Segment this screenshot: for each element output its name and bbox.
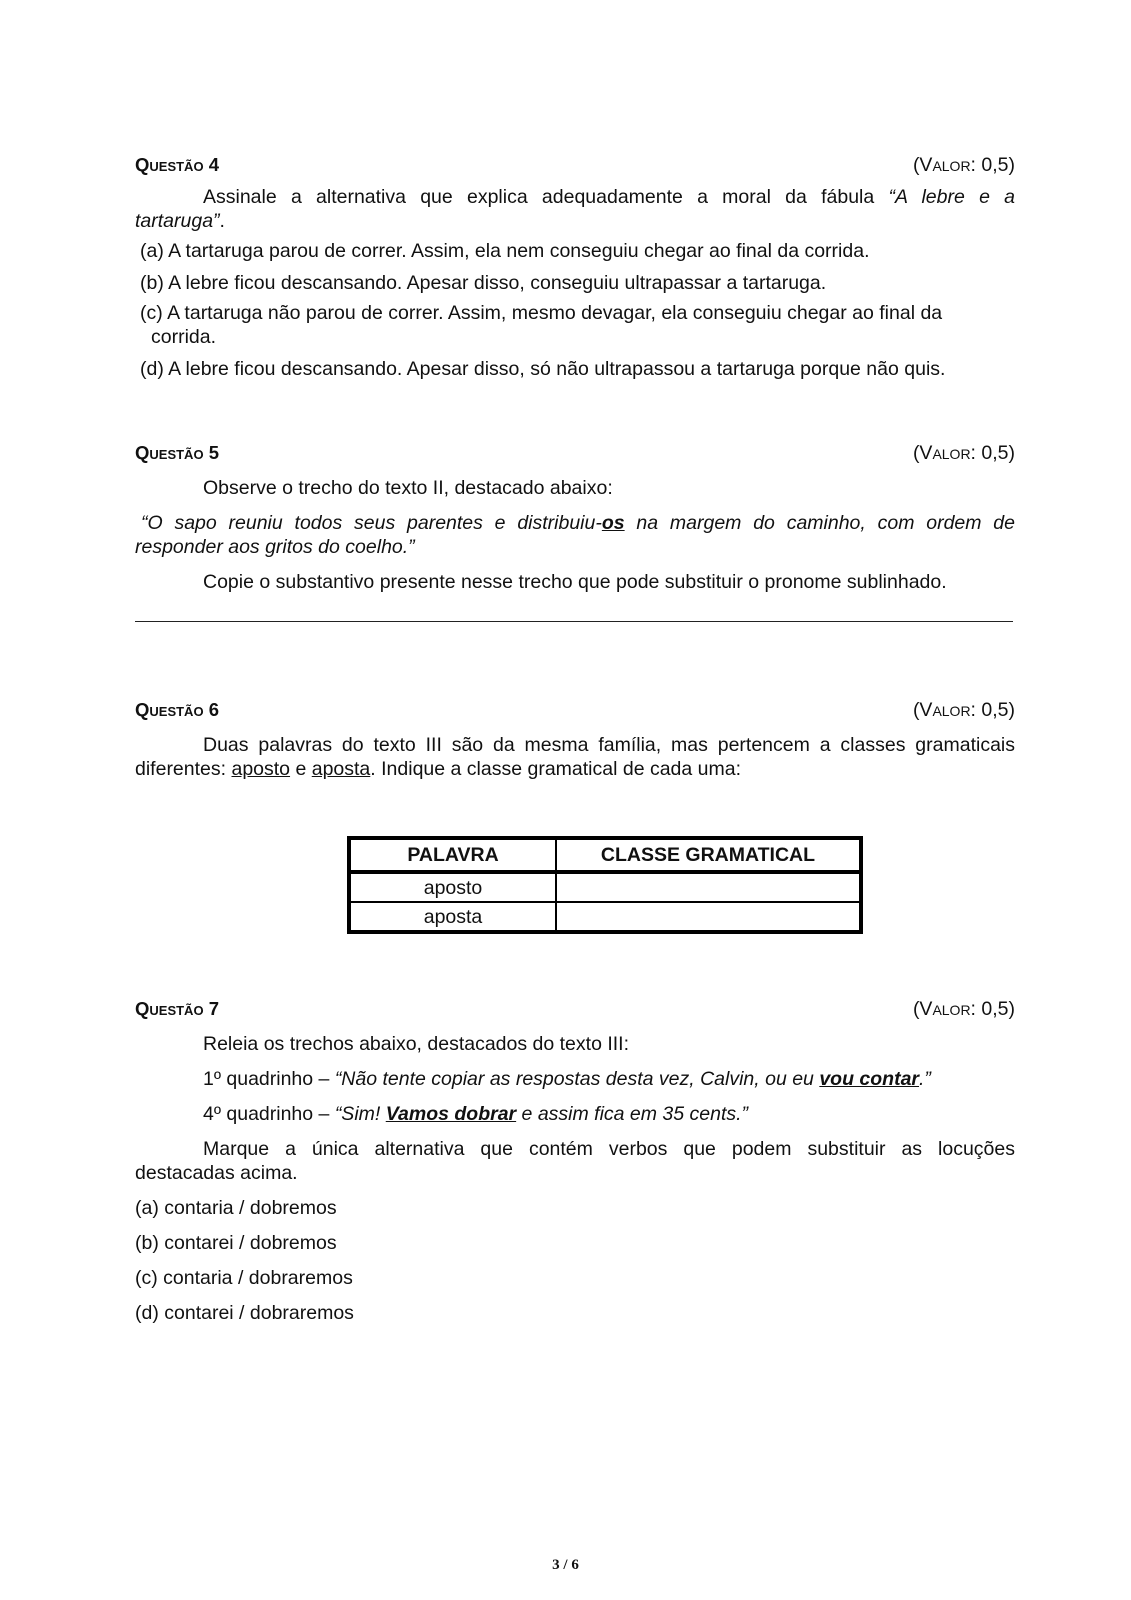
question-5-value: (Valor: 0,5) (912, 442, 1015, 464)
question-5-instruction: Copie o substantivo presente nesse trecho que pode substituir o pronome sublinhado. (203, 571, 947, 593)
question-4-option-c-cont[interactable]: corrida. (151, 326, 217, 348)
table-cell-classe-answer[interactable] (556, 902, 861, 932)
question-7-header (135, 997, 1015, 1021)
question-6-line2-conj: e (290, 758, 312, 780)
question-6-line2 (135, 757, 1015, 781)
question-5-quote-part-b: na margem do caminho, com ordem de (624, 512, 1015, 534)
question-7-excerpt-4 (135, 1102, 1015, 1126)
question-7-instruction-line2: destacadas acima. (135, 1162, 298, 1184)
table-cell-palavra: aposto (349, 872, 556, 902)
question-7-value: (Valor: 0,5) (912, 998, 1015, 1020)
question-5-header (135, 441, 1015, 465)
question-4-option-c[interactable]: (c) A tartaruga não parou de correr. Assim, mesmo devagar, ela conseguiu chegar ao final da (140, 302, 943, 324)
question-7-option-d[interactable]: (d) contarei / dobraremos (135, 1302, 354, 1324)
question-6-value: (Valor: 0,5) (912, 699, 1015, 721)
question-4-option-b[interactable]: (b) A lebre ficou descansando. Apesar disso, conseguiu ultrapassar a tartaruga. (140, 272, 827, 294)
question-4-title: Questão 4 (135, 154, 219, 175)
question-6-title: Questão 6 (135, 699, 219, 720)
question-4-option-d[interactable]: (d) A lebre ficou descansando. Apesar disso, só não ultrapassou a tartaruga porque não quis. (140, 358, 946, 380)
question-4-value: (Valor: 0,5) (912, 154, 1015, 176)
page-number: 3 / 6 (552, 1557, 579, 1573)
question-5-intro: Observe o trecho do texto II, destacado abaixo: (203, 477, 613, 499)
excerpt-1-text: “Não tente copiar as respostas desta vez, Calvin, ou eu (334, 1068, 820, 1090)
excerpt-1-label: 1º quadrinho – (203, 1068, 335, 1090)
question-7-option-c[interactable]: (c) contaria / dobraremos (135, 1267, 353, 1289)
table-cell-palavra: aposta (349, 902, 556, 932)
excerpt-4-text-a: “Sim! (334, 1103, 386, 1125)
question-7-instruction-line1: Marque a única alternativa que contém verbos que podem substituir as locuções (203, 1138, 1015, 1160)
question-5-title: Questão 5 (135, 442, 219, 463)
excerpt-4-label: 4º quadrinho – (203, 1103, 335, 1125)
question-7-title: Questão 7 (135, 998, 219, 1019)
question-5-quote-part-a: “O sapo reuniu todos seus parentes e distribuiu- (141, 512, 602, 534)
table-header-classe: CLASSE GRAMATICAL (556, 838, 861, 872)
question-5-answer-line[interactable] (135, 621, 1013, 622)
question-4-prompt-line1 (135, 185, 1015, 209)
question-6-line1: Duas palavras do texto III são da mesma família, mas pertencem a classes gramaticais (203, 734, 1015, 756)
question-7-intro: Releia os trechos abaixo, destacados do texto III: (203, 1033, 630, 1055)
table-header-row (349, 838, 861, 872)
word-class-table (347, 836, 863, 934)
question-4-prompt-period: . (219, 210, 225, 232)
question-6-header (135, 698, 1015, 722)
excerpt-1-end: .” (919, 1068, 931, 1090)
question-4-prompt-title: “A lebre e a (888, 186, 1015, 208)
question-4-header (135, 153, 1015, 177)
excerpt-4-text-b: e assim fica em 35 cents.” (516, 1103, 749, 1125)
question-7-option-b[interactable]: (b) contarei / dobremos (135, 1232, 337, 1254)
question-6-word-aposta: aposta (311, 758, 371, 780)
question-4-prompt-title-end: tartaruga” (135, 210, 220, 232)
question-5-pronoun: os (601, 512, 625, 534)
question-6-word-aposto: aposto (231, 758, 291, 780)
question-7-excerpt-1 (135, 1067, 1015, 1091)
table-cell-classe-answer[interactable] (556, 872, 861, 902)
question-5-quote-line2: responder aos gritos do coelho.” (135, 536, 415, 558)
question-6-line2-start: diferentes: (135, 758, 232, 780)
table-header-palavra: PALAVRA (349, 838, 556, 872)
question-7-option-a[interactable]: (a) contaria / dobremos (135, 1197, 337, 1219)
question-4-option-a[interactable]: (a) A tartaruga parou de correr. Assim, ela nem conseguiu chegar ao final da corrida. (140, 240, 870, 262)
table-row (349, 872, 861, 902)
table-row (349, 902, 861, 932)
question-4-prompt: Assinale a alternativa que explica adequadamente a moral da fábula (203, 186, 889, 208)
excerpt-4-locution: Vamos dobrar (385, 1103, 517, 1125)
excerpt-1-locution: vou contar (819, 1068, 920, 1090)
question-6-line2-end: . Indique a classe gramatical de cada uma: (370, 758, 742, 780)
question-5-quote-line1 (135, 511, 1015, 535)
question-4-prompt-line2 (135, 209, 1015, 233)
